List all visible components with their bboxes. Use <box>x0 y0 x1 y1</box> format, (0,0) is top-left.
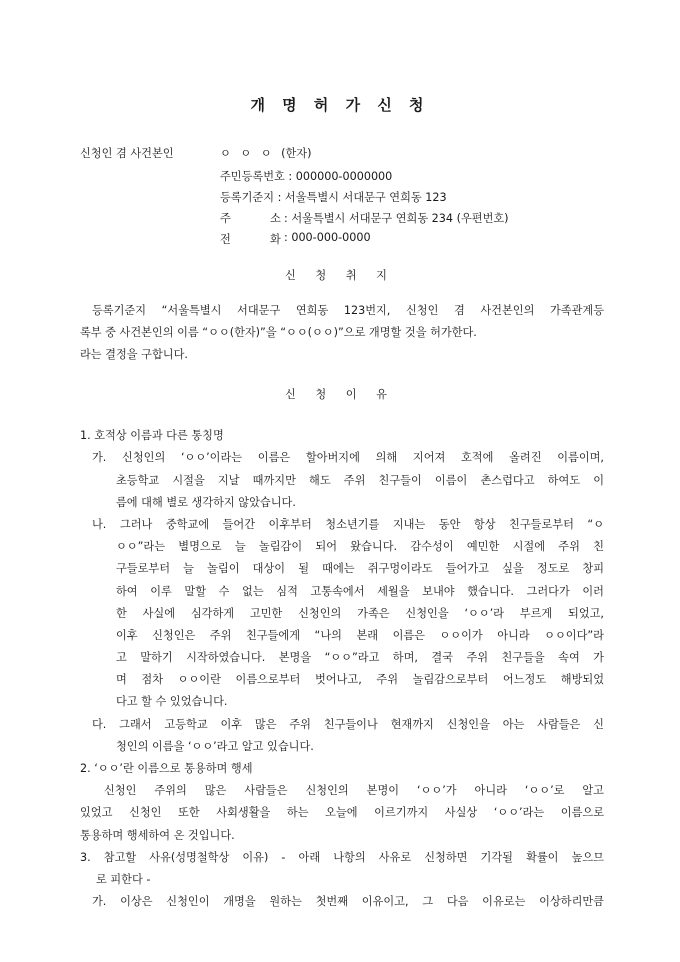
address-label-2: 소 <box>270 212 281 225</box>
purpose-line: 록부 중 사건본인의 이름 “ㅇㅇ(한자)”을 “ㅇㅇ(ㅇㅇ)”으로 개명할 것을 허가한다. <box>80 326 477 339</box>
applicant-registry: 등록기준지 : 서울특별시 서대문구 연희동 123 <box>220 191 447 204</box>
reason-line: 한 사실에 심각하게 고민한 신청인의 가족은 신청인을 ‘ㅇㅇ’라 부르게 되었고, <box>116 607 604 620</box>
reason-line: ㅇㅇ”라는 별명으로 늘 놀림감이 되어 왔습니다. 감수성이 예민한 시절에 주위 친 <box>116 540 604 553</box>
reason-line: 며 점차 ㅇㅇ이란 이름으로부터 벗어나고, 주위 놀림감으로부터 어느정도 해방되었 <box>116 673 604 686</box>
reason-line: 구들로부터 늘 놀림이 대상이 될 때에는 쥐구멍이라도 들어가고 싶을 정도로 창피 <box>116 562 604 575</box>
reason-line: 1. 호적상 이름과 다른 통칭명 <box>80 429 224 442</box>
address-value: : 서울특별시 서대문구 연희동 234 (우편번호) <box>284 212 509 225</box>
reasons-heading: 신 청 이 유 <box>285 388 395 401</box>
applicant-name: ㅇ ㅇ ㅇ (한자) <box>220 147 312 160</box>
purpose-line: 등록기준지 “서울특별시 서대문구 연희동 123번지, 신청인 겸 사건본인의 가족관계등 <box>92 304 604 317</box>
reason-line: 2. ‘ㅇㅇ’란 이름으로 통용하며 행세 <box>80 762 253 775</box>
phone-label-2: 화 <box>270 233 281 246</box>
reason-line: 고 말하기 시작하였습니다. 본명을 “ㅇㅇ”라고 하며, 결국 주위 친구들을 속여 가 <box>116 651 604 664</box>
applicant-label: 신청인 겸 사건본인 <box>80 147 174 160</box>
reason-line: 이후 신청인은 주위 친구들에게 “나의 본래 이름은 ㅇㅇ이가 아니라 ㅇㅇ이다”라 <box>116 629 604 642</box>
reason-line: 신청인 주위의 많은 사람들은 신청인의 본명이 ‘ㅇㅇ’가 아니라 ‘ㅇㅇ’로 알고 <box>104 784 604 797</box>
purpose-line: 라는 결정을 구합니다. <box>80 348 188 361</box>
reason-line: 초등학교 시절을 지날 때까지만 해도 주위 친구들이 이름이 촌스럽다고 하여도 이 <box>116 474 604 487</box>
address-label-1: 주 <box>220 212 231 225</box>
purpose-heading: 신 청 취 지 <box>285 269 395 282</box>
reason-line: 3. 참고할 사유(성명철학상 이유) - 아래 나항의 사유로 신청하면 기각될 확률이 높으므 <box>80 851 604 864</box>
reason-line: 청인의 이름을 ‘ㅇㅇ’라고 알고 있습니다. <box>116 740 314 753</box>
reason-line: 가. 이상은 신청인이 개명을 원하는 첫번째 이유이고, 그 다음 이유로는 이상하리만큼 <box>92 895 604 908</box>
phone-label-1: 전 <box>220 233 231 246</box>
reason-line: 다. 그래서 고등학교 이후 많은 주위 친구들이나 현재까지 신청인을 아는 사람들은 신 <box>92 718 604 731</box>
reason-line: 하여 이루 말할 수 없는 심적 고통속에서 세월을 보내야 했습니다. 그러다가 이러 <box>116 585 604 598</box>
reason-line: 나. 그러나 중학교에 들어간 이후부터 청소년기를 지내는 동안 항상 친구들로부터 “ㅇ <box>92 518 604 531</box>
phone-value: : 000-000-0000 <box>284 231 371 244</box>
reason-line: 로 피한다 - <box>96 873 151 886</box>
reason-line: 통용하며 행세하여 온 것입니다. <box>80 829 235 842</box>
applicant-rrn: 주민등록번호 : 000000-0000000 <box>220 170 393 183</box>
document-title: 개 명 허 가 신 청 <box>250 96 430 114</box>
reason-line: 다고 할 수 있었습니다. <box>116 695 228 708</box>
reason-line: 름에 대해 별로 생각하지 않았습니다. <box>116 496 296 509</box>
reason-line: 가. 신청인의 ‘ㅇㅇ’이라는 이름은 할아버지에 의해 지어져 호적에 올려진 이름이며, <box>92 451 604 464</box>
reason-line: 있었고 신청인 또한 사회생활을 하는 오늘에 이르기까지 사실상 ‘ㅇㅇ’라는 이름으로 <box>80 806 604 819</box>
